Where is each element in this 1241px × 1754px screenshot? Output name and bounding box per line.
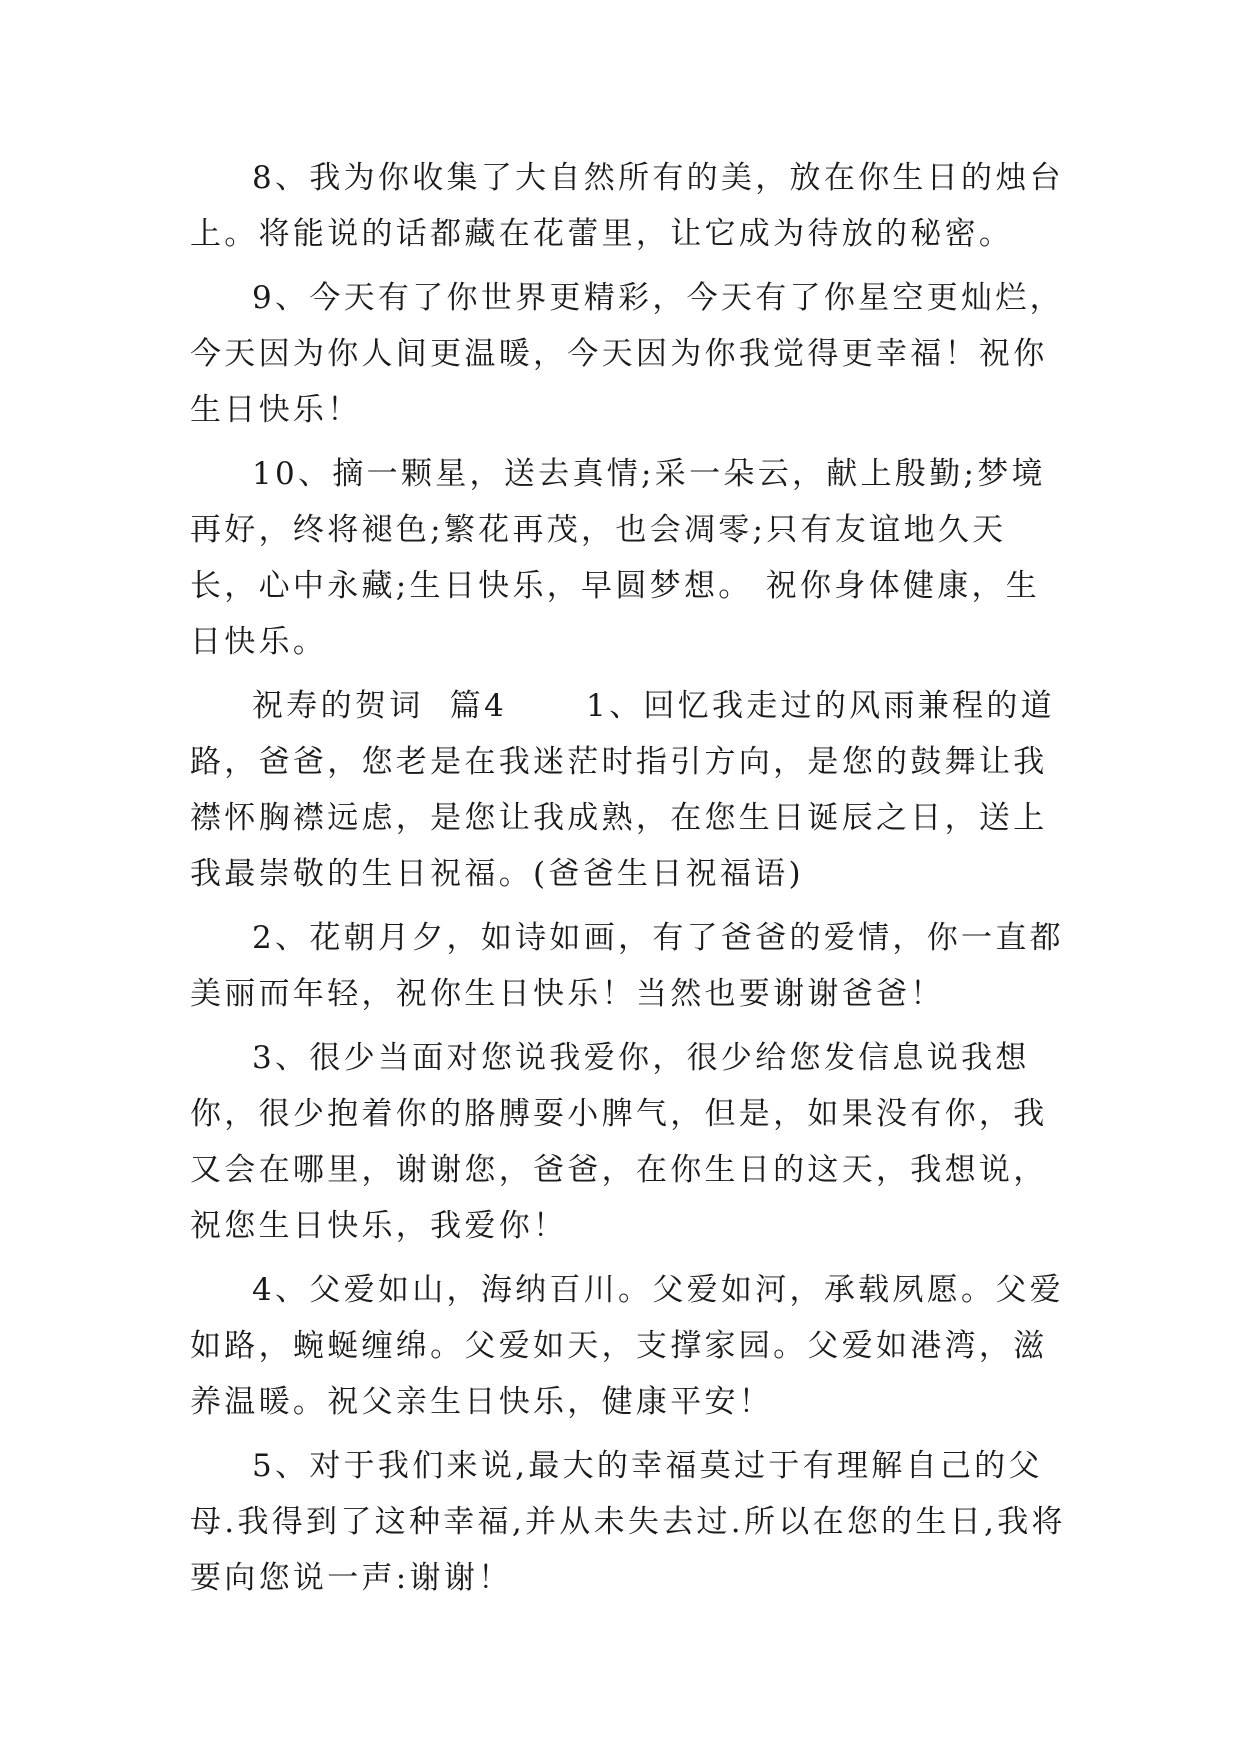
document-body bbox=[190, 150, 1070, 1606]
paragraph-8: 8、我为你收集了大自然所有的美，放在你生日的烛台上。将能说的话都藏在花蕾里，让它成为待放的秘密。 bbox=[190, 160, 1064, 252]
paragraph-4: 4、父爱如山，海纳百川。父爱如河，承载夙愿。父爱如路，蜿蜒缠绵。父爱如天，支撑家园。父爱如港湾，滋养温暖。祝父亲生日快乐，健康平安！ bbox=[190, 1272, 1064, 1420]
paragraph-2: 2、花朝月夕，如诗如画，有了爸爸的爱情，你一直都美丽而年轻，祝你生日快乐！当然也要谢谢爸爸！ bbox=[190, 920, 1064, 1012]
paragraph-3: 3、很少当面对您说我爱你，很少给您发信息说我想你，很少抱着你的胳膊耍小脾气，但是，如果没有你，我又会在哪里，谢谢您，爸爸，在你生日的这天，我想说，祝您生日快乐，我爱你！ bbox=[190, 1040, 1048, 1244]
paragraph-5: 5、对于我们来说,最大的幸福莫过于有理解自己的父母.我得到了这种幸福,并从未失去过.所以在您的生日,我将要向您说一声:谢谢！ bbox=[190, 1448, 1066, 1596]
section-heading-paragraph-1: 祝寿的贺词 篇4 1、回忆我走过的风雨兼程的道路，爸爸，您老是在我迷茫时指引方向，是您的鼓舞让我襟怀胸襟远虑，是您让我成熟，在您生日诞辰之日，送上我最崇敬的生日祝福。(爸爸生日祝福语) bbox=[190, 688, 1055, 892]
paragraph-10: 10、摘一颗星，送去真情;采一朵云，献上殷勤;梦境再好，终将褪色;繁花再茂，也会凋零;只有友谊地久天长，心中永藏;生日快乐，早圆梦想。 祝你身体健康，生日快乐。 bbox=[190, 456, 1046, 660]
paragraph-9: 9、今天有了你世界更精彩，今天有了你星空更灿烂，今天因为你人间更温暖，今天因为你我觉得更幸福！祝你生日快乐！ bbox=[190, 280, 1064, 428]
